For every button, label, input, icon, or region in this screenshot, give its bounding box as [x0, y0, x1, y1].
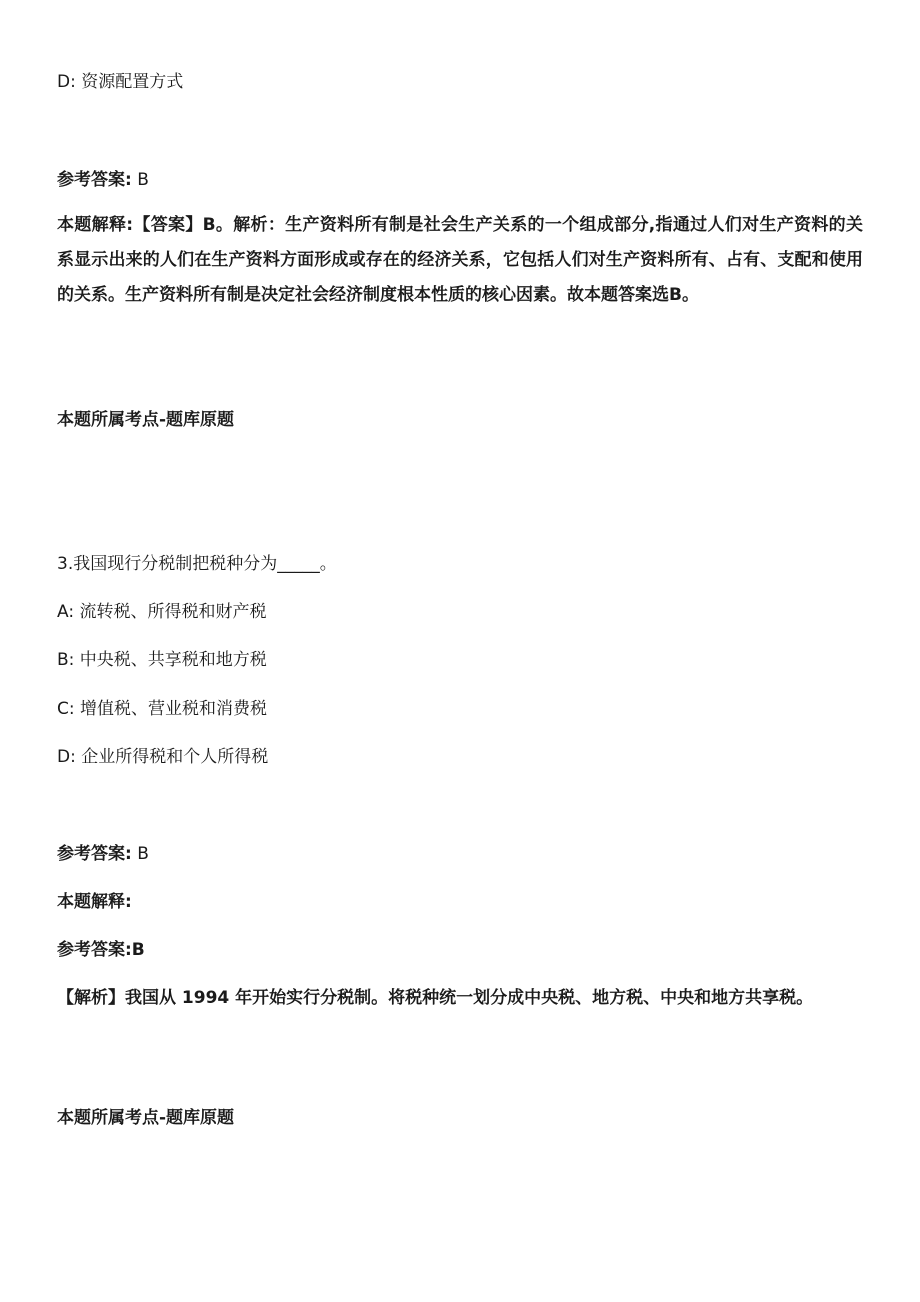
q2-explain-label: 本题解释:: [57, 215, 134, 235]
q2-answer-label: 参考答案:: [57, 170, 132, 190]
q3-ref-answer: 参考答案:B: [57, 940, 145, 960]
q3-answer: [57, 842, 149, 866]
q2-explain-text: 【答案】B。解析：生产资料所有制是社会生产关系的一个组成部分,指通过人们对生产资料的关系显示出来的人们在生产资料方面形成或存在的经济关系，它包括人们对生产资料所有、占有、支配和使用的关系。生产资料所有制是决定社会经济制度根本性质的核心因素。故本题答案选B。: [57, 215, 863, 305]
q3-option-b: B: 中央税、共享税和地方税: [57, 650, 267, 670]
q3-option-c: C: 增值税、营业税和消费税: [57, 699, 268, 719]
q3-explain-label: 本题解释:: [57, 892, 132, 912]
q2-answer: [57, 168, 149, 192]
q3-answer-label: 参考答案:: [57, 844, 132, 864]
q2-answer-value: B: [131, 170, 149, 190]
q2-explanation: [57, 208, 863, 313]
q3-option-d: D: 企业所得税和个人所得税: [57, 747, 269, 767]
q2-topic: 本题所属考点-题库原题: [57, 410, 235, 430]
q2-option-d: D: 资源配置方式: [57, 72, 184, 92]
q3-analysis: 【解析】我国从 1994 年开始实行分税制。将税种统一划分成中央税、地方税、中央和地方共享税。: [57, 988, 814, 1008]
q3-topic: 本题所属考点-题库原题: [57, 1108, 235, 1128]
q3-option-a: A: 流转税、所得税和财产税: [57, 602, 267, 622]
q3-answer-value: B: [131, 844, 149, 864]
q3-question: 3.我国现行分税制把税种分为_____。: [57, 554, 337, 574]
